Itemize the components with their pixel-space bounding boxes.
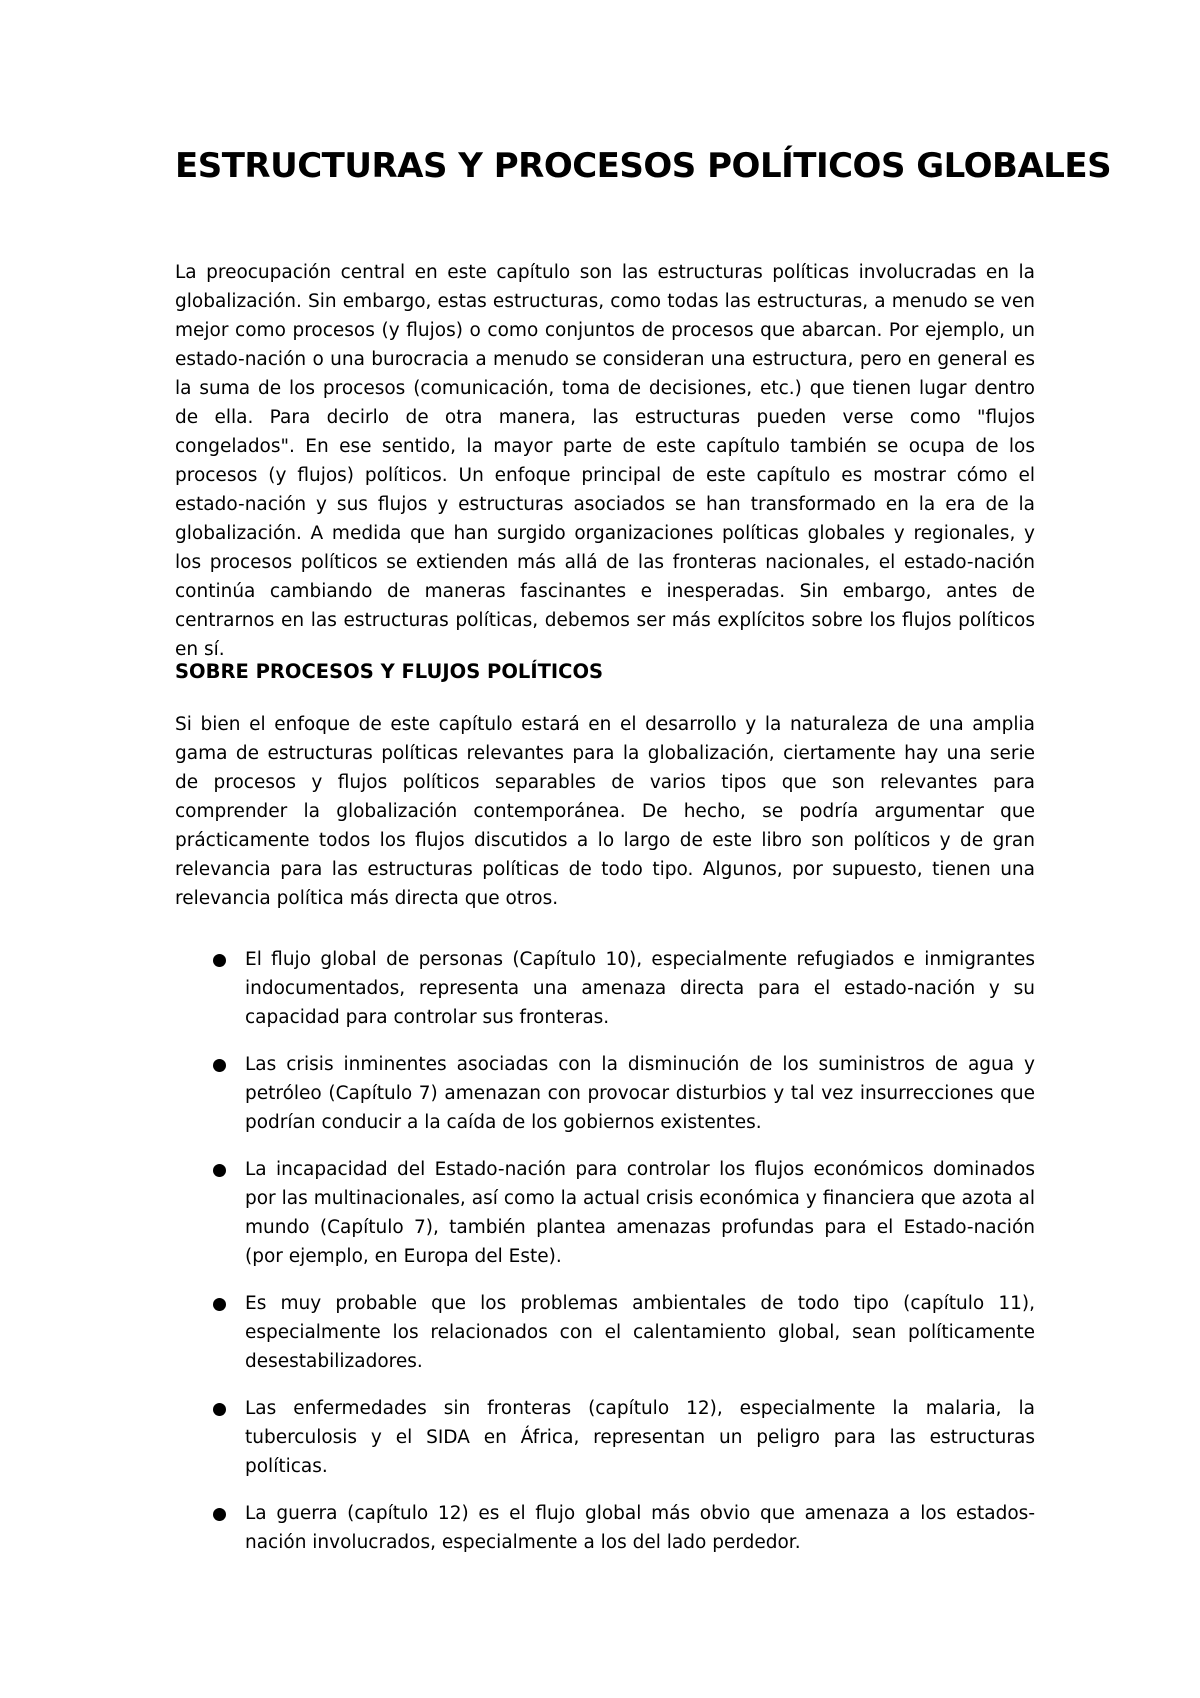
bullet-dot-icon [213, 1164, 226, 1177]
section-paragraph: Si bien el enfoque de este capítulo estará en el desarrollo y la naturaleza de una amplia gama de estructuras políticas relevantes para la globalización, ciertamente hay una serie de procesos y flujos políticos separables de varios tipos que son relevantes para comprender la globalización contemporánea. De hecho, se podría argumentar que prácticamente todos los flujos discutidos a lo largo de este libro son políticos y de gran relevancia para las estructuras políticas de todo tipo. Algunos, por supuesto, tienen una relevancia política más directa que otros. [175, 714, 1035, 909]
section-title: SOBRE PROCESOS Y FLUJOS POLÍTICOS [175, 660, 604, 683]
bullet-item-1 [175, 945, 1035, 1032]
bullet-text: Las enfermedades sin fronteras (capítulo 12), especialmente la malaria, la tuberculosis y el SIDA en África, representan un peligro para las estructuras políticas. [245, 1398, 1035, 1477]
bullet-text: Es muy probable que los problemas ambientales de todo tipo (capítulo 11), especialmente los relacionados con el calentamiento global, sean políticamente desestabilizadores. [245, 1293, 1035, 1372]
bullet-dot-icon [213, 954, 226, 967]
bullet-item-3 [175, 1155, 1035, 1271]
bullet-dot-icon [213, 1059, 226, 1072]
bullet-text: El flujo global de personas (Capítulo 10), especialmente refugiados e inmigrantes indocumentados, representa una amenaza directa para el estado-nación y su capacidad para controlar sus fronteras. [245, 949, 1035, 1028]
bullet-list [175, 945, 1035, 1575]
bullet-item-4 [175, 1289, 1035, 1376]
bullet-item-6 [175, 1499, 1035, 1557]
bullet-item-2 [175, 1050, 1035, 1137]
bullet-dot-icon [213, 1298, 226, 1311]
bullet-dot-icon [213, 1403, 226, 1416]
bullet-item-5 [175, 1394, 1035, 1481]
intro-paragraph: La preocupación central en este capítulo son las estructuras políticas involucradas en la globalización. Sin embargo, estas estructuras, como todas las estructuras, a menudo se ven mejor como procesos (y flujos) o como conjuntos de procesos que abarcan. Por ejemplo, un estado-nación o una burocracia a menudo se consideran una estructura, pero en general es la suma de los procesos (comunicación, toma de decisiones, etc.) que tienen lugar dentro de ella. Para decirlo de otra manera, las estructuras pueden verse como "flujos congelados". En ese sentido, la mayor parte de este capítulo también se ocupa de los procesos (y flujos) políticos. Un enfoque principal de este capítulo es mostrar cómo el estado-nación y sus flujos y estructuras asociados se han transformado en la era de la globalización. A medida que han surgido organizaciones políticas globales y regionales, y los procesos políticos se extienden más allá de las fronteras nacionales, el estado-nación continúa cambiando de maneras fascinantes e inesperadas. Sin embargo, antes de centrarnos en las estructuras políticas, debemos ser más explícitos sobre los flujos políticos en sí. [175, 262, 1035, 660]
bullet-dot-icon [213, 1508, 226, 1521]
document-title: ESTRUCTURAS Y PROCESOS POLÍTICOS GLOBALES [175, 146, 1112, 186]
bullet-text: La guerra (capítulo 12) es el flujo global más obvio que amenaza a los estados-nación involucrados, especialmente a los del lado perdedor. [245, 1503, 1035, 1553]
bullet-text: Las crisis inminentes asociadas con la disminución de los suministros de agua y petróleo (Capítulo 7) amenazan con provocar disturbios y tal vez insurrecciones que podrían conducir a la caída de los gobiernos existentes. [245, 1054, 1035, 1133]
bullet-text: La incapacidad del Estado-nación para controlar los flujos económicos dominados por las multinacionales, así como la actual crisis económica y financiera que azota al mundo (Capítulo 7), también plantea amenazas profundas para el Estado-nación (por ejemplo, en Europa del Este). [245, 1159, 1035, 1267]
